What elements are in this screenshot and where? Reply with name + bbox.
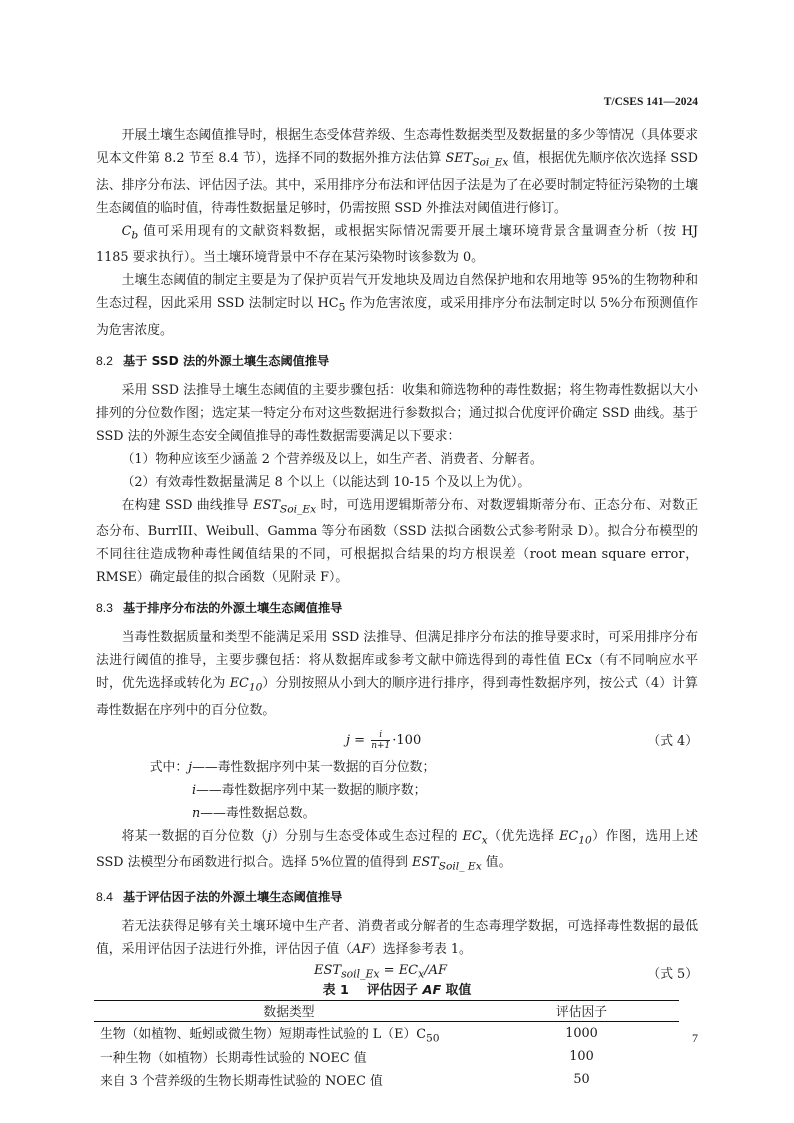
definition-row: 式中：j——毒性数据序列中某一数据的百分位数； <box>149 759 436 775</box>
definition-row: n——毒性数据总数。 <box>191 805 316 821</box>
formula-5-expression: $EST_{soil\_Ex} = EC_x/AF$ <box>314 962 448 981</box>
column-header-factor: 评估因子 <box>484 1000 679 1021</box>
section-8-3-paragraph-1: 当毒性数据质量和类型不能满足采用 SSD 法推导、但满足排序分布法的推导要求时，可采用排序分布法进行阈值的推导，主要步骤包括：将从数据库或参考文献中筛选得到的毒性值 ECx（有不同响应水平时，优先选择或转化为 $EC_{10}$）分别按照从小到大的顺序进行排序，得到毒性数据序列，按公式（4）计算毒性数据在序列中的百分位数。 <box>96 630 698 718</box>
table-row <box>94 1045 679 1068</box>
formula-5 <box>96 961 698 983</box>
formula-5-label: （式 5） <box>647 966 698 982</box>
formula-4-label: （式 4） <box>647 733 698 749</box>
intro-paragraph-1: 开展土壤生态阈值推导时，根据生态受体营养级、生态毒性数据类型及数据量的多少等情况（具体要求见本文件第 8.2 节至 8.4 节），选择不同的数据外推方法估算 $SET_{Soi\_Ex}$ 值，根据优先顺序依次选择 SSD 法、排序分布法、评估因子法。其中，采用排序分布法和评估因子法是为了在必要时制定特征污染物的土壤生态阈值的临时值，待毒性数据量足够时，仍需按照 SSD 外推法对阈值进行修订。 <box>96 128 698 216</box>
table-cell: 生物（如植物、蚯蚓或微生物）短期毒性试验的 $L(E)C_{50}$ <box>100 1026 440 1045</box>
formula-definitions <box>96 756 698 825</box>
page-number: 7 <box>692 1031 698 1045</box>
assessment-factor-table <box>94 1000 679 1091</box>
list-item: （1）物种应该至少涵盖 2 个营养级及以上，如生产者、消费者、分解者。 <box>121 451 543 467</box>
list-item: （2）有效毒性数据量满足 8 个以上（以能达到 10-15 个及以上为优）。 <box>121 474 531 490</box>
intro-paragraph-3: 土壤生态阈值的制定主要是为了保护页岩气开发地块及周边自然保护地和农用地等 95%的生物物种和生态过程，因此采用 SSD 法制定时以 $HC_5$ 作为危害浓度，或采用排序分布法制定时以 5%分布预测值作为危害浓度。 <box>96 273 698 338</box>
definition-row: i——毒性数据序列中某一数据的顺序数； <box>191 782 427 798</box>
standard-number: T/CSES 141—2024 <box>603 96 698 108</box>
section-heading-8-3: 8.3 基于排序分布法的外源土壤生态阈值推导 <box>96 601 343 616</box>
page-content <box>96 124 698 1091</box>
table-cell: 来自 3 个营养级的生物长期毒性试验的 NOEC 值 <box>100 1073 383 1089</box>
table-caption: 表 1 评估因子 AF 取值 <box>322 982 472 998</box>
table-cell: 100 <box>569 1048 594 1064</box>
section-heading-8-2: 8.2 基于 SSD 法的外源土壤生态阈值推导 <box>96 353 330 368</box>
table-header-row <box>94 1000 679 1021</box>
section-8-2-paragraph-2: 在构建 SSD 曲线推导 $EST_{Soi\_Ex}$ 时，可选用逻辑斯蒂分布、对数逻辑斯蒂分布、正态分布、对数正态分布、BurrIII、Weibull、Gamma 等分布函数（SSD 法拟合函数公式参考附录 D）。拟合分布模型的不同往往造成物种毒性阈值结果的不同，可根据拟合结果的均方根误差（root mean square error，RMSE）确定最佳的拟合函数（见附录 F）。 <box>96 497 698 586</box>
table-cell: 1000 <box>565 1025 598 1041</box>
section-8-2-paragraph-1: 采用 SSD 法推导土壤生态阈值的主要步骤包括：收集和筛选物种的毒性数据；将生物毒性数据以大小排列的分位数作图；选定某一特定分布对这些数据进行参数拟合；通过拟合优度评价确定 SSD 曲线。基于 SSD 法的外源生态安全阈值推导的毒性数据需要满足以下要求： <box>96 382 698 444</box>
table-cell: 50 <box>573 1071 590 1087</box>
section-heading-8-4: 8.4 基于评估因子法的外源土壤生态阈值推导 <box>96 889 343 904</box>
table-cell: 一种生物（如植物）长期毒性试验的 NOEC 值 <box>100 1050 367 1066</box>
section-8-4-paragraph-1: 若无法获得足够有关土壤环境中生产者、消费者或分解者的生态毒理学数据，可选择毒性数据的最低值，采用评估因子法进行外推，评估因子值（AF）选择参考表 1。 <box>96 918 698 957</box>
table-row <box>94 1021 679 1045</box>
formula-4 <box>96 726 698 756</box>
formula-4-expression: j = $\frac{i}{n+1}$ ·100 <box>346 729 422 751</box>
intro-paragraph-2: $C_b$ 值可采用现有的文献资料数据，或根据实际情况需要开展土壤环境背景含量调查分析（按 HJ 1185 要求执行）。当土壤环境背景中不存在某污染物时该参数为 0。 <box>96 223 698 266</box>
fraction: $\frac{i}{n+1}$ <box>371 729 391 751</box>
table-row <box>94 1068 679 1091</box>
section-8-3-paragraph-2: 将某一数据的百分位数（j）分别与生态受体或生态过程的 $EC_x$（优先选择 $EC_{10}$）作图，选用上述 SSD 法模型分布函数进行拟合。选择 5%位置的值得到 $EST_{Soil\_ Ex}$ 值。 <box>96 828 699 873</box>
column-header-data-type: 数据类型 <box>94 1000 484 1021</box>
